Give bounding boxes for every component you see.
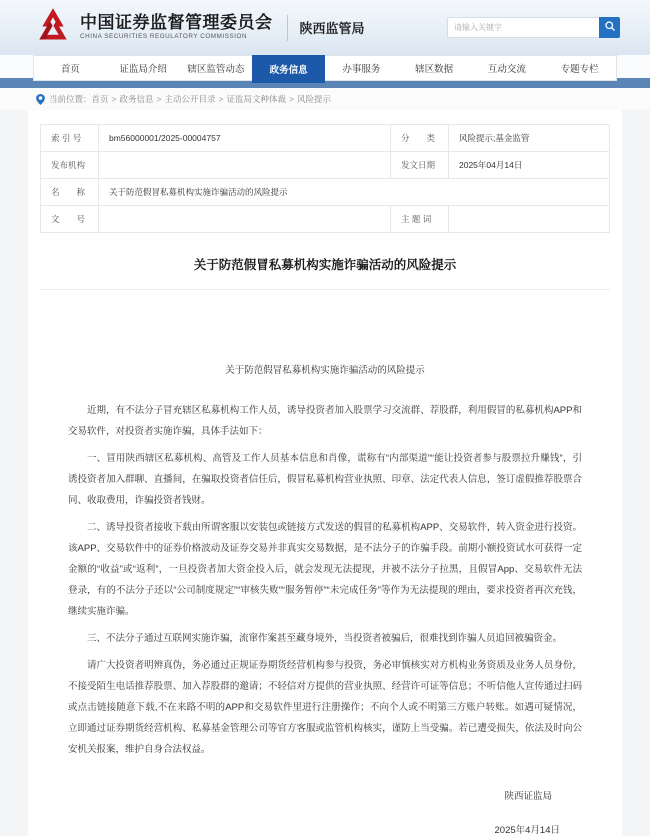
- meta-category-value: 风险提示;基金监管: [449, 125, 610, 152]
- org-name-cn: 中国证券监督管理委员会: [80, 12, 273, 32]
- meta-issuer-value: [99, 152, 391, 179]
- nav-zone: [0, 55, 650, 88]
- breadcrumb-separator: >: [111, 94, 117, 104]
- meta-date-value: 2025年04月14日: [449, 152, 610, 179]
- article-paragraph: 一、冒用陕西辖区私募机构、高管及工作人员基本信息和肖像，谎称有“内部渠道”“能让投资者参与股票拉升赚钱”，引诱投资者加入群聊、直播间，在骗取投资者信任后，假冒私募机构营业执照、印章、法定代表人信息，签订虚假推荐股票合同、收取费用，诈骗投资者钱财。: [68, 453, 582, 506]
- search-input[interactable]: [447, 17, 599, 38]
- meta-name-value: 关于防范假冒私募机构实施诈骗活动的风险提示: [99, 179, 610, 206]
- signature-date: 2025年4月14日: [494, 825, 560, 836]
- breadcrumb-separator: >: [288, 94, 294, 104]
- meta-keyword-label: 主 题 词: [391, 206, 449, 233]
- title-divider: [40, 289, 610, 290]
- article-inner-title: 关于防范假冒私募机构实施诈骗活动的风险提示: [225, 365, 425, 376]
- document-meta-table: [40, 124, 610, 233]
- meta-date-label: 发文日期: [391, 152, 449, 179]
- location-pin-icon: [36, 94, 45, 105]
- table-row: [41, 125, 610, 152]
- article-paragraph: 三、不法分子通过互联网实施诈骗，流窜作案甚至藏身境外，当投资者被骗后，很难找到诈骗人员追回被骗资金。: [87, 633, 563, 644]
- csrc-logo-icon: [34, 6, 72, 49]
- breadcrumb-item-doc-type[interactable]: 证监局文种体裁: [226, 94, 286, 104]
- nav-item-district-data[interactable]: 辖区数据: [415, 64, 454, 75]
- search-button[interactable]: [599, 17, 620, 38]
- breadcrumb-separator: >: [218, 94, 224, 104]
- article-paragraph: 请广大投资者明辨真伪，务必通过正规证券期货经营机构参与投资，务必审慎核实对方机构业务资质及业务人员身份，不接受陌生电话推荐股票、加入荐股群的邀请；不轻信对方提供的营业执照、经营许可证等信息；不听信他人宣传通过扫码或点击链接随意下载,不在来路不明的APP和交易软件里进行注册操作；不向个人或不明第三方账户转账。如遇可疑情况，立即通过证券期货经营机构、私募基金管理公司等官方客服或监管机构核实，谨防上当受骗。若已遭受损失，依法及时向公安机关报案，维护自身合法权益。: [68, 660, 582, 755]
- breadcrumb-item-directory[interactable]: 主动公开目录: [164, 94, 216, 104]
- meta-category-label: 分 类: [391, 125, 449, 152]
- nav-item-bureau-intro[interactable]: 证监局介绍: [119, 64, 167, 75]
- table-row: [41, 152, 610, 179]
- signature-org: 陕西证监局: [504, 791, 552, 802]
- breadcrumb-item-risk-alert[interactable]: 风险提示: [296, 94, 331, 104]
- logo-wrap: [34, 6, 273, 49]
- signature-block: [40, 788, 610, 836]
- breadcrumb-prefix: 当前位置：: [49, 94, 92, 104]
- search-box: [447, 17, 620, 38]
- nav-item-interaction[interactable]: 互动交流: [487, 64, 526, 75]
- site-header: [0, 0, 650, 55]
- article-paragraph: 近期，有不法分子冒充辖区私募机构工作人员，诱导投资者加入股票学习交流群、荐股群，利用假冒的私募机构APP和交易软件，对投资者实施诈骗，具体手法如下：: [68, 405, 582, 437]
- table-row: [41, 206, 610, 233]
- org-names: [80, 14, 273, 42]
- meta-index-value: bm56000001/2025-00004757: [99, 125, 391, 152]
- breadcrumb-item-home[interactable]: 首页: [91, 94, 109, 104]
- nav-item-home[interactable]: 首页: [60, 64, 80, 75]
- nav-item-special-topics[interactable]: 专题专栏: [560, 64, 599, 75]
- table-row: [41, 179, 610, 206]
- article-body: [40, 400, 610, 760]
- main-content: [28, 110, 622, 836]
- meta-docnum-label: 文 号: [41, 206, 99, 233]
- org-name-en: CHINA SECURITIES REGULATORY COMMISSION: [80, 33, 248, 41]
- branch-name: 陕西监管局: [299, 21, 365, 36]
- nav-item-services[interactable]: 办事服务: [342, 64, 381, 75]
- meta-issuer-label: 发布机构: [41, 152, 99, 179]
- nav-item-regulatory-news[interactable]: 辖区监管动态: [187, 64, 245, 75]
- main-nav: [33, 55, 617, 81]
- meta-docnum-value: [99, 206, 391, 233]
- nav-item-gov-info[interactable]: 政务信息: [252, 55, 325, 83]
- meta-index-label: 索 引 号: [41, 125, 99, 152]
- search-icon: [604, 20, 616, 35]
- header-divider: [287, 15, 288, 41]
- breadcrumb-separator: >: [156, 94, 162, 104]
- breadcrumb: [0, 88, 650, 110]
- meta-name-label: 名 称: [41, 179, 99, 206]
- meta-keyword-value: [449, 206, 610, 233]
- page-title: 关于防范假冒私募机构实施诈骗活动的风险提示: [193, 258, 457, 272]
- breadcrumb-item-gov-info[interactable]: 政务信息: [119, 94, 154, 104]
- article-paragraph: 二、诱导投资者接收下载由所谓客服以安装包或链接方式发送的假冒的私募机构APP、交易软件，转入资金进行投资。该APP、交易软件中的证券价格波动及证券交易并非真实交易数据，是不法分子的诈骗手段。前期小额投资试水可获得一定金额的“收益”或“返利”，一旦投资者加大资金投入后，就会发现无法提现，并被不法分子拉黑，且假冒App、交易软件无法登录，有的不法分子还以“公司制度规定”“审核失败”“服务暂停”“未完成任务”等作为无法提现的理由，要求投资者再次充钱，继续实施诈骗。: [68, 522, 582, 617]
